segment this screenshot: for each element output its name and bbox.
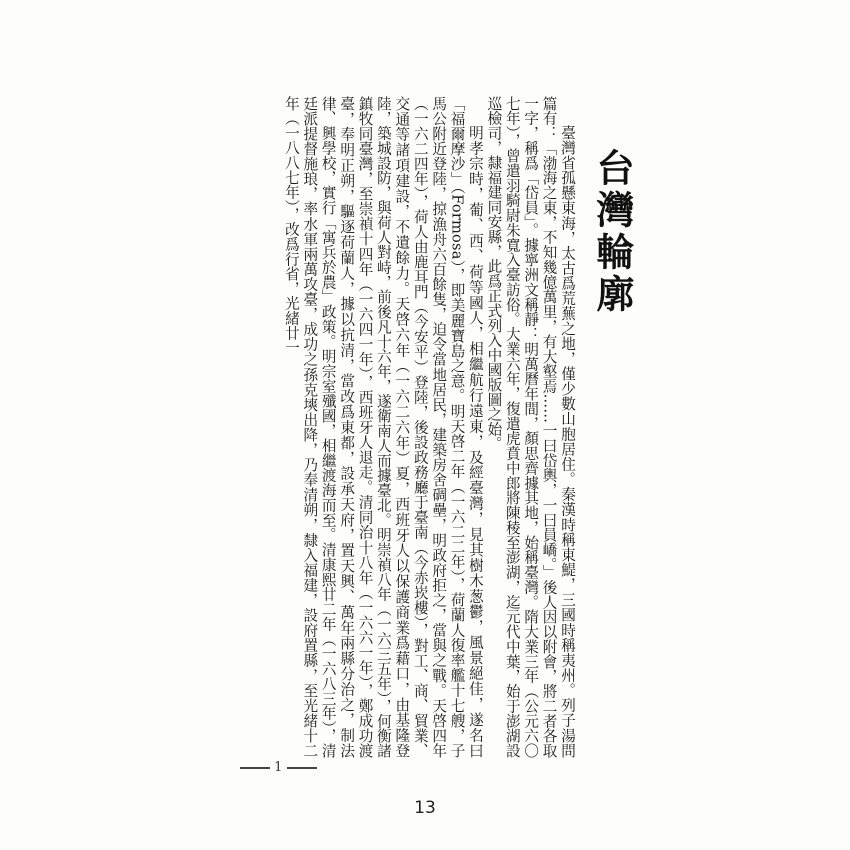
paragraph-1: 臺灣省孤懸東海，太古爲荒蕪之地，僅少數山胞居住。秦漢時稱東鯷，三國時稱夷州。列子湯問篇有：「渤海之東，不知幾億萬里，有大壑焉……一曰岱輿，一曰員嶠。」後人因以附會，將二者各取一字，稱爲「岱員」。據寧洲文稱靜：明萬曆年間，顏思齊據其地，始稱臺灣。隋大業三年（公元六〇七年），曾遣羽騎尉朱寬入臺訪俗。大業六年，復遣虎賁中郎將陳稜至澎湖，迄元代中葉，始于澎湖設巡檢司，隸福建同安縣，此爲正式列入中國版圖之始。 xyxy=(485,96,576,758)
footer-dash-left xyxy=(240,767,270,769)
page-number: 13 xyxy=(414,798,436,818)
footer-mark xyxy=(240,760,350,780)
body-text xyxy=(228,96,576,758)
page-title: 台灣輪廓 xyxy=(590,148,635,316)
footer-dash-right xyxy=(287,767,317,769)
footer-mark-number: 1 xyxy=(274,760,283,775)
paragraph-2: 明孝宗時，葡、西、荷等國人，相繼航行遠東，及經臺灣，見其樹木葱鬱，風景絕佳，遂名曰「福爾摩沙」（Formosa），即美麗寶島之意。明天啓二年（一六二二年），荷蘭人復率艦十七艘，子馬公附近登陸，掠漁舟六百餘隻，迫令當地居民，建築房舍碉壘，明政府拒之，當與之戰。天啓四年（一六二四年），荷人由鹿耳門（今安平）登陸，後設政務廳于臺南（今赤崁樓），對工、商、貿業、交通等諸項建設，不遺餘力。天啓六年（一六二六年）夏，西班牙人以保護商業爲藉口，由基隆登陸，築城設防，與荷人對峙，前後凡十六年，遂衛南人而據臺北。明崇禎八年（一六三五年），何衡諸鎮牧同臺灣，至崇禎十四年（一六四一年），西班牙人退走。清同治十八年（一六六一年），鄭成功渡臺，奉明正朔，驅逐荷蘭人，據以抗清，當改爲東都，設承天府，置天興、萬年兩縣分治之，制法律、興學校，實行「寓兵於農」政策。明宗室殲國，相繼渡海而至。清康熙廿二年（一六八三年），清廷派提督施琅，率水軍兩萬攻臺，成功之孫克塽出降，乃奉清朔，隸入福建，設府置縣，至光緒十二年（一八八七年），改爲行省，光緒廿一 xyxy=(282,96,484,758)
